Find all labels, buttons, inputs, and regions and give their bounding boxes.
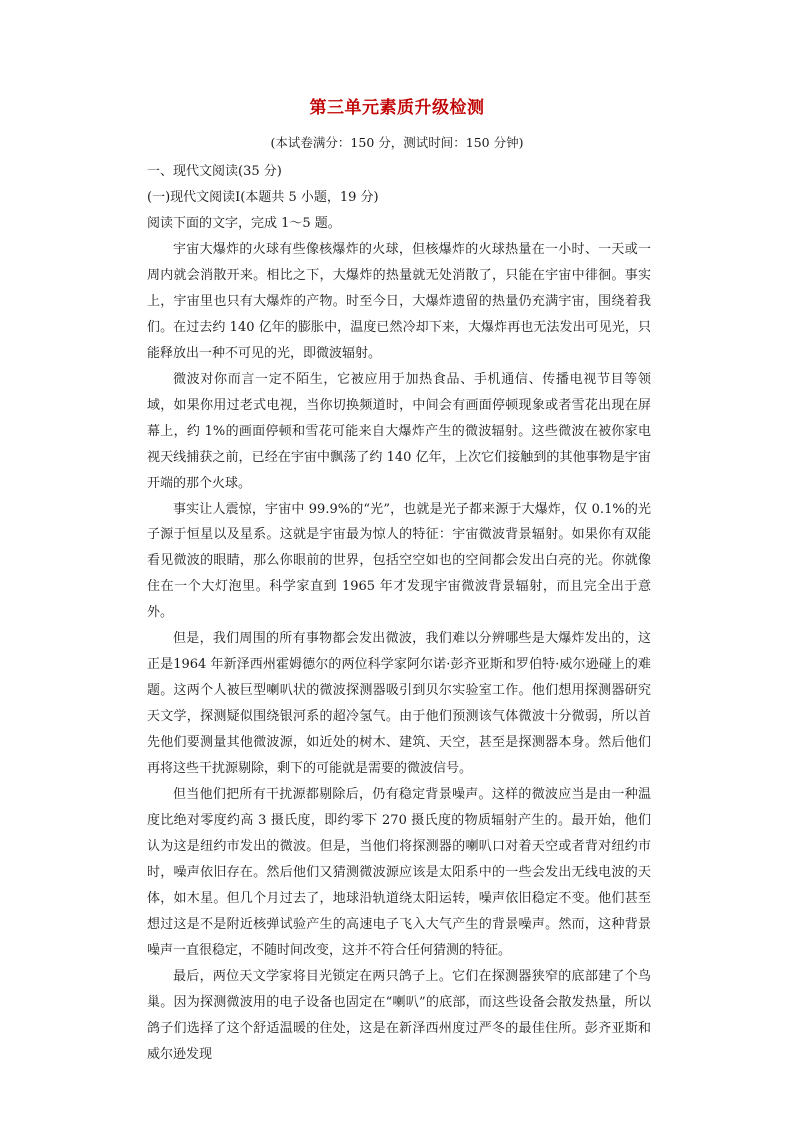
section-heading: 一、现代文阅读(35 分) xyxy=(147,164,282,179)
paragraph: 宇宙大爆炸的火球有些像核爆炸的火球，但核爆炸的火球热量在一小时、一天或一周内就会消散开来。相比之下，大爆炸的热量就无处消散了，只能在宇宙中徘徊。事实上，宇宙里也只有大爆炸的产物。时至今日，大爆炸遗留的热量仍充满宇宙，围绕着我们。在过去约 140 亿年的膨胀中，温度已然冷却下来，大爆炸再也无法发出可见光，只能释放出一种不可见的光，即微波辐射。 xyxy=(147,242,651,361)
reading-passage xyxy=(147,237,651,1068)
paragraph: 事实让人震惊，宇宙中 99.9%的“光”，也就是光子都来源于大爆炸，仅 0.1%的光子源于恒星以及星系。这就是宇宙最为惊人的特征：宇宙微波背景辐射。如果你有双能看见微波的眼睛，那么你眼前的世界，包括空空如也的空间都会发出白亮的光。你就像住在一个大灯泡里。科学家直到 1965 年才发现宇宙微波背景辐射，而且完全出于意外。 xyxy=(147,501,651,621)
paragraph: 最后，两位天文学家将目光锁定在两只鸽子上。它们在探测器狭窄的底部建了个鸟巢。因为探测微波用的电子设备也固定在“喇叭”的底部，而这些设备会散发热量，所以鸽子们选择了这个舒适温暖的住处，这是在新泽西州度过严冬的最佳住所。彭齐亚斯和威尔逊发现 xyxy=(147,968,651,1062)
exam-info: (本试卷满分：150 分，测试时间：150 分钟) xyxy=(270,135,524,150)
page-title: 第三单元素质升级检测 xyxy=(309,98,485,118)
paragraph: 但是，我们周围的所有事物都会发出微波，我们难以分辨哪些是大爆炸发出的，这正是1964 年新泽西州霍姆德尔的两位科学家阿尔诺·彭齐亚斯和罗伯特·威尔逊碰上的难题。这两个人被巨型喇叭状的微波探测器吸引到贝尔实验室工作。他们想用探测器研究天文学，探测疑似围绕银河系的超冷氢气。由于他们预测该气体微波十分微弱，所以首先他们要测量其他微波源，如近处的树木、建筑、天空，甚至是探测器本身。然后他们再将这些干扰源剔除，剩下的可能就是需要的微波信号。 xyxy=(147,631,651,777)
reading-instruction: 阅读下面的文字，完成 1～5 题。 xyxy=(147,216,341,231)
paragraph: 但当他们把所有干扰源都剔除后，仍有稳定背景噪声。这样的微波应当是由一种温度比绝对零度约高 3 摄氏度，即约零下 270 摄氏度的物质辐射产生的。最开始，他们认为这是纽约市发出的微波。但是，当他们将探测器的喇叭口对着天空或者背对纽约市时，噪声依旧存在。然后他们又猜测微波源应该是太阳系中的一些会发出无线电波的天体，如木星。但几个月过去了，地球沿轨道绕太阳运转，噪声依旧稳定不变。他们甚至想过这是不是附近核弹试验产生的高速电子飞入大气产生的背景噪声。然而，这种背景噪声一直很稳定，不随时间改变，这并不符合任何猜测的特征。 xyxy=(147,787,651,958)
paragraph: 微波对你而言一定不陌生，它被应用于加热食品、手机通信、传播电视节目等领域，如果你用过老式电视，当你切换频道时，中间会有画面停顿现象或者雪花出现在屏幕上，约 1%的画面停顿和雪花可能来自大爆炸产生的微波辐射。这些微波在被你家电视天线捕获之前，已经在宇宙中飘荡了约 140 亿年，上次它们接触到的其他事物是宇宙开端的那个火球。 xyxy=(147,371,651,491)
subsection-heading: (一)现代文阅读Ⅰ(本题共 5 小题，19 分) xyxy=(147,190,379,205)
